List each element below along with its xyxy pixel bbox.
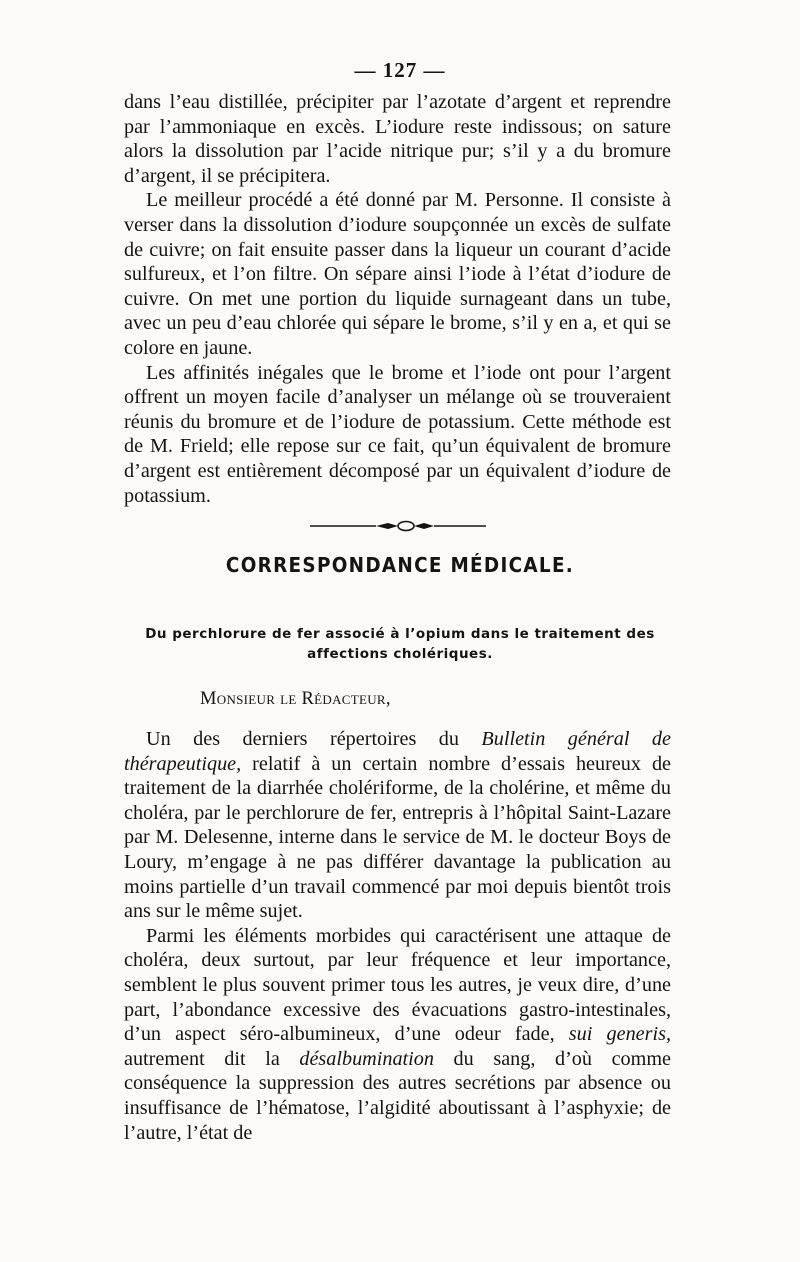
letter-body: [124, 727, 671, 1145]
paragraph-iodure-continuation: dans l’eau distillée, précipiter par l’azotate d’argent et reprendre par l’ammoniaque en excès. L’iodure reste indissous; on sature alors la dissolution par l’acide nitrique pur; s’il y a du bromure d’argent, il se précipitera.: [124, 91, 671, 187]
section-heading: CORRESPONDANCE MÉDICALE.: [225, 553, 575, 577]
paragraph-frield-method: Les affinités inégales que le brome et l’iode ont pour l’argent offrent un moyen facile d’analyser un mélange où se trouveraient réunis du bromure et de l’iodure de potassium. Cette méthode est de M. Frield; elle repose sur ce fait, qu’un équivalent de bromure d’argent est entièrement décomposé par un équivalent d’iodure de potassium.: [124, 361, 671, 507]
italic-desalbumination: désalbumination: [299, 1047, 434, 1070]
ornamental-rule: [310, 520, 486, 532]
salutation: Monsieur le Rédacteur,: [200, 689, 391, 709]
article-subtitle: Du perchlorure de fer associé à l’opium dans le traitement des affections cholériques.: [145, 626, 655, 662]
top-text-section: [124, 90, 671, 508]
letter-paragraph-1: Un des derniers répertoires du Bulletin général de thérapeutique, relatif à un certain nombre d’essais heureux de traitement de la diarrhée cholériforme, de la cholérine, et même du choléra, par le perchlorure de fer, entrepris à l’hôpital Saint-Lazare par M. Delesenne, interne dans le service de M. le docteur Boys de Loury, m’engage à ne pas différer davantage la publication au moins partielle d’un travail commencé par moi depuis bientôt trois ans sur le même sujet.: [124, 728, 671, 923]
italic-sui-generis: sui generis,: [568, 1023, 671, 1046]
paragraph-personne-method: Le meilleur procédé a été donné par M. Personne. Il consiste à verser dans la dissolution d’iodure soupçonnée un excès de sulfate de cuivre; on fait ensuite passer dans la liqueur un courant d’acide sulfureux, et l’on filtre. On sépare ainsi l’iode à l’état d’iodure de cuivre. On met une portion du liquide surnageant dans un tube, avec un peu d’eau chlorée qui sépare le brome, s’il y en a, et qui se colore en jaune.: [124, 189, 671, 359]
page-number: — 127 —: [354, 58, 446, 82]
journal-title: Bulletin général de thérapeutique,: [124, 728, 671, 775]
letter-paragraph-2: Parmi les éléments morbides qui caractérisent une attaque de choléra, deux surtout, par leur fréquence et leur importance, semblent le plus souvent primer tous les autres, je veux dire, d’une part, l’abondance excessive des évacuations gastro-intestinales, d’un aspect séro-albumineux, d’une odeur fade, sui generis, autrement dit la désalbumination du sang, d’où comme conséquence la suppression des autres secrétions par absence ou insuffisance de l’hématose, l’algidité aboutissant à l’asphyxie; de l’autre, l’état de: [124, 924, 671, 1144]
